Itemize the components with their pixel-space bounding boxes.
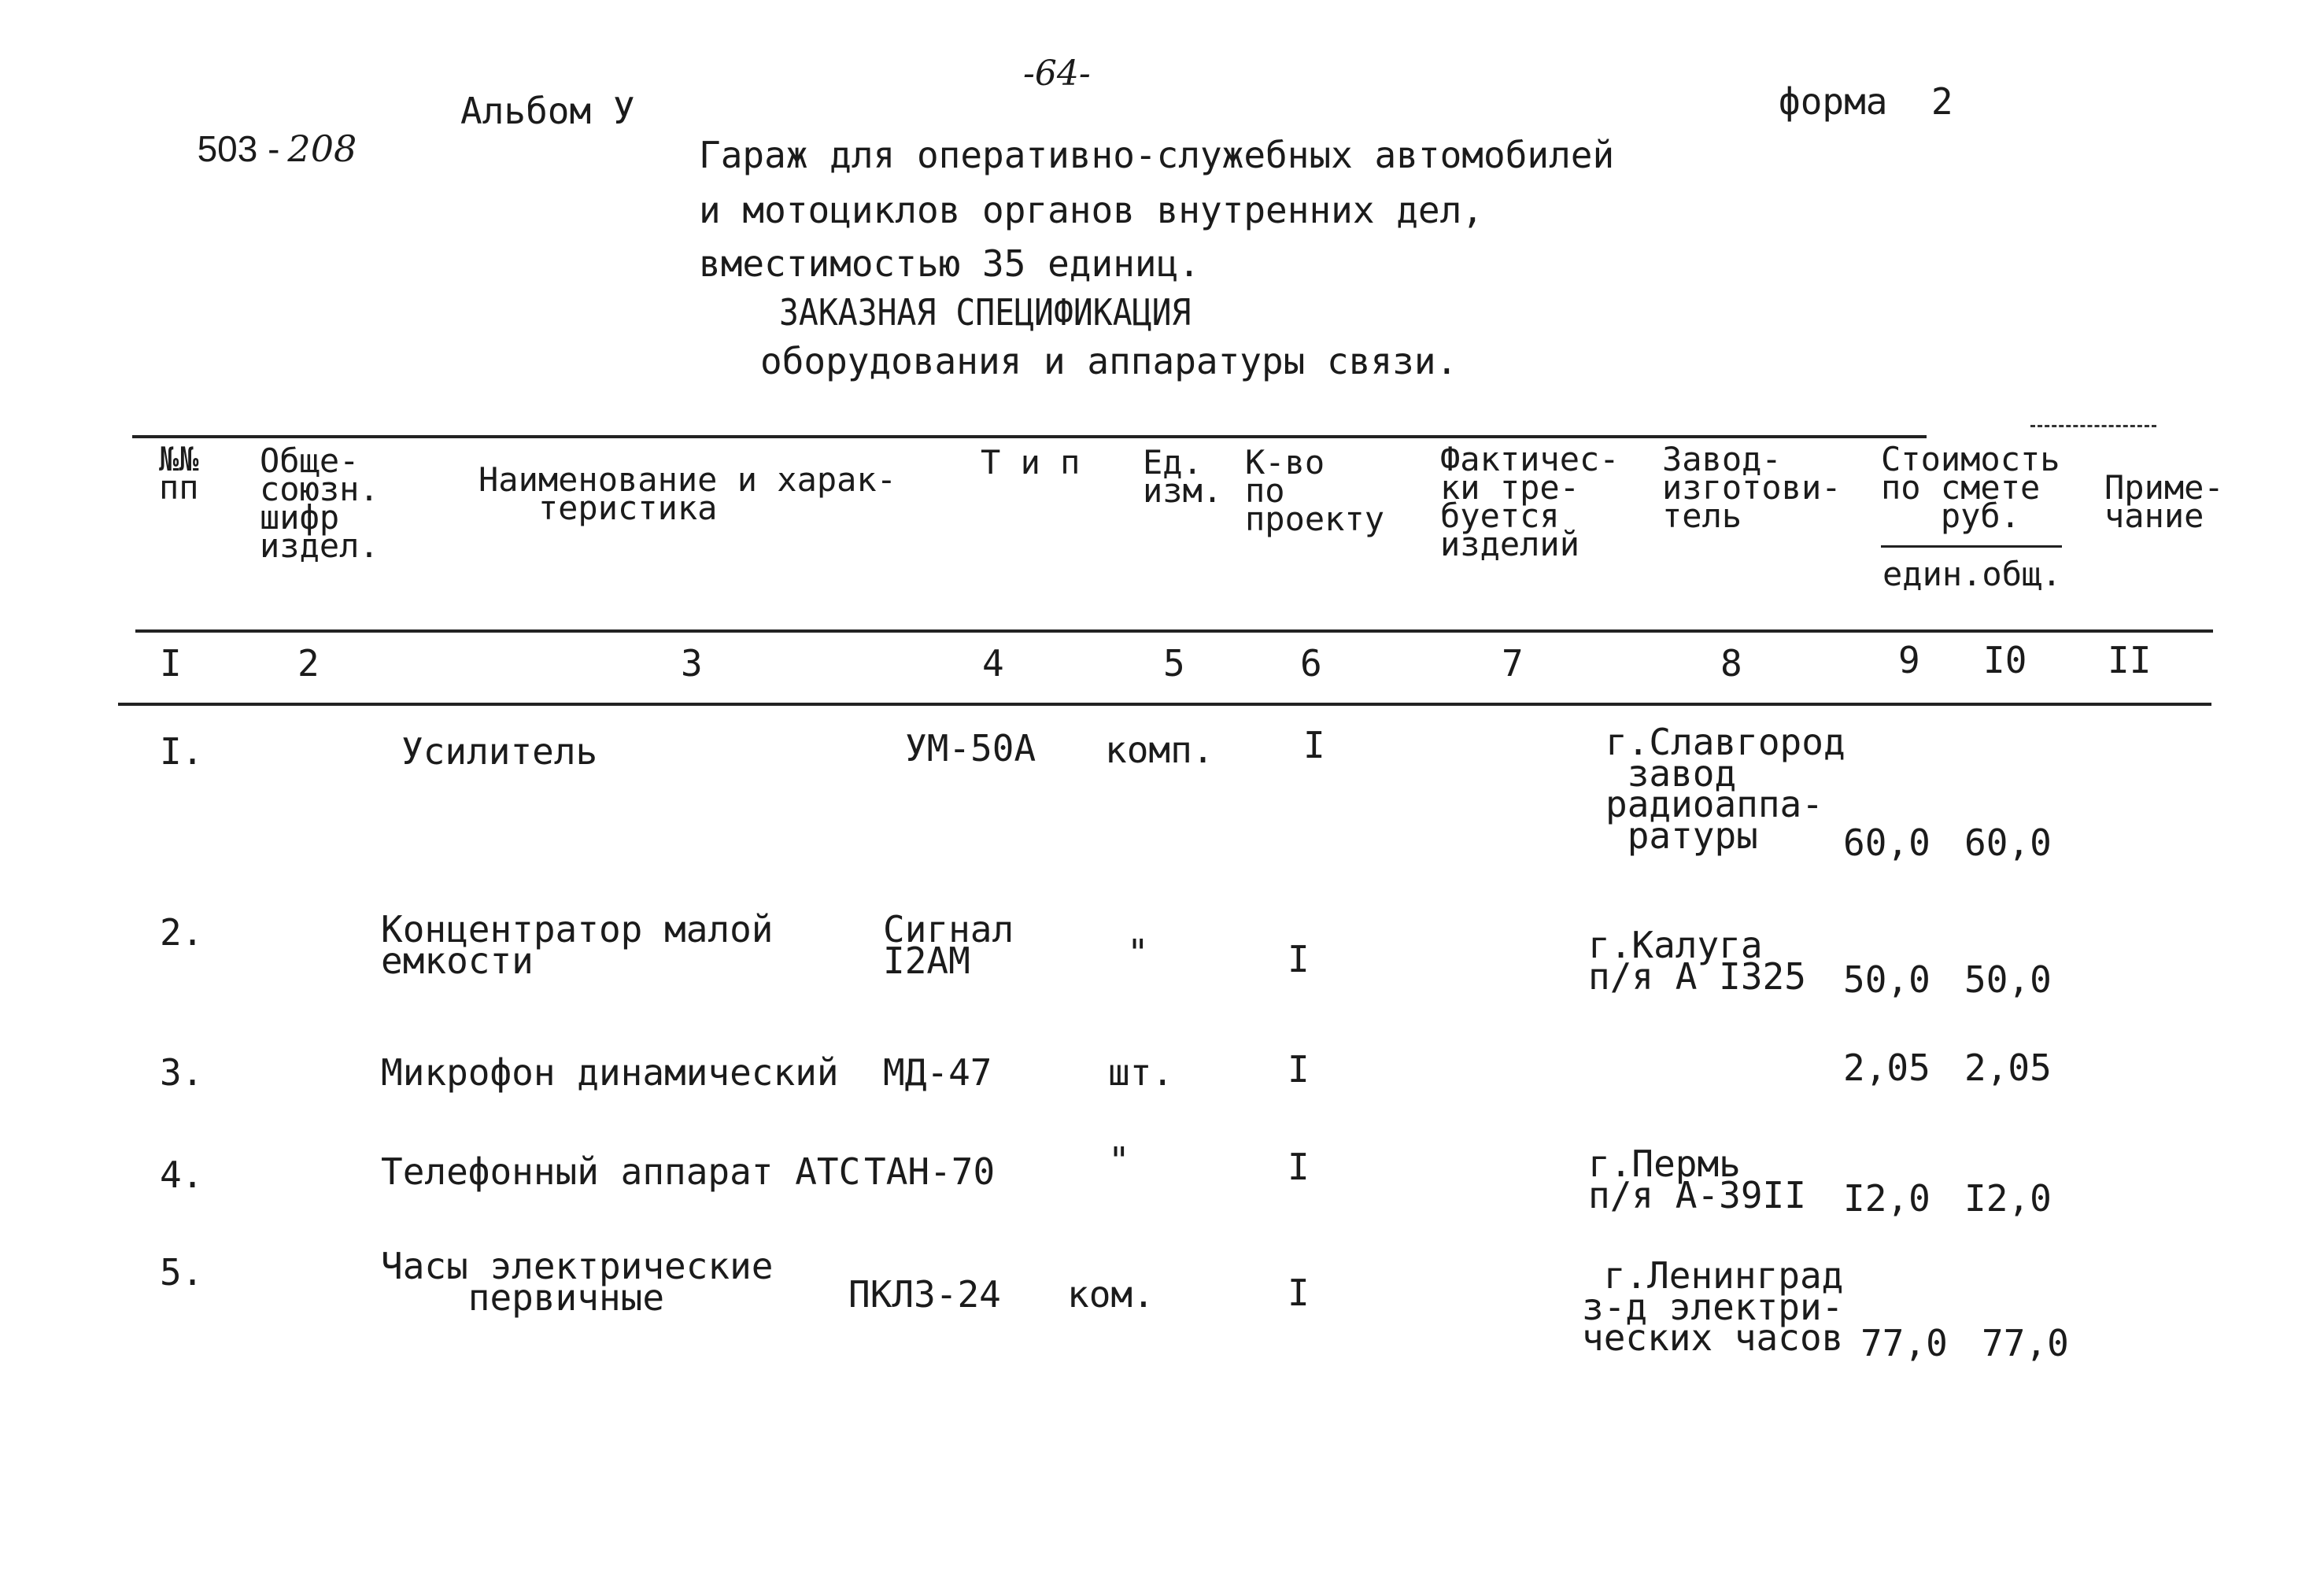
row-total-cost: 77,0 [1982,1322,2069,1364]
row-total-cost: 2,05 [1964,1047,2052,1089]
row-manufacturer: г.Калуга п/я А I325 [1588,924,1806,998]
row-qty: I [1288,1272,1310,1314]
title-line-3: вместимостью 35 единиц. [699,242,1200,285]
row-name: Часы электрические первичные [381,1245,774,1319]
column-number-11: II [2108,639,2152,681]
cost-subheader-rule [1881,545,2062,548]
row-name: Усилитель [401,730,598,773]
row-number: 2. [160,911,204,954]
table-top-rule-tail [2030,425,2156,427]
row-name: Концентратор малой емкости [381,908,774,982]
row-number: 5. [160,1251,204,1294]
header-col-cost: Стоимость по смете руб. [1881,440,2060,536]
row-type: МД-47 [883,1051,992,1094]
row-unit: " [1108,1139,1130,1182]
column-number-4: 4 [982,642,1004,685]
header-col-type: Т и п [981,443,1081,482]
header-col-cost-sub: един.общ. [1882,555,2062,593]
row-unit: " [1127,932,1149,974]
header-col-manufacturer: Завод- изготови- тель [1662,440,1842,536]
row-type: УМ-50А [905,727,1036,770]
row-unit-cost: 77,0 [1860,1322,1948,1364]
row-unit-cost: 60,0 [1843,821,1931,864]
header-col-unit: Ед. изм. [1143,443,1223,511]
row-qty: I [1288,1146,1310,1188]
row-number: 4. [160,1154,204,1196]
column-number-9: 9 [1898,639,1920,681]
table-top-rule [132,435,1927,438]
header-col-qty-actual: Фактичес- ки тре- буется изделий [1440,440,1620,564]
row-name: Микрофон динамический [381,1051,839,1094]
row-unit: шт. [1108,1051,1174,1094]
album-label: Альбом У [460,90,635,132]
row-unit-cost: I2,0 [1843,1177,1931,1220]
row-name: Телефонный аппарат АТС [381,1150,861,1193]
column-number-7: 7 [1502,642,1524,685]
column-number-10: I0 [1983,639,2027,681]
row-unit-cost: 50,0 [1843,958,1931,1001]
title-line-2: и мотоциклов органов внутренних дел, [699,189,1483,231]
row-unit: ком. [1067,1273,1155,1316]
row-qty: I [1288,938,1310,980]
header-col-note: Приме- чание [2104,468,2224,536]
header-bottom-rule [135,629,2213,633]
column-number-5: 5 [1163,642,1185,685]
row-type: ПКЛЗ-24 [848,1273,1001,1316]
row-qty: I [1288,1048,1310,1091]
title-line-1: Гараж для оперативно-служебных автомобилей [699,134,1615,176]
column-number-6: 6 [1300,642,1322,685]
row-total-cost: I2,0 [1964,1177,2052,1220]
column-number-3: 3 [681,642,703,685]
document-code [177,94,357,170]
row-number: 3. [160,1051,204,1094]
column-numbers-bottom-rule [118,703,2211,706]
row-manufacturer: г.Ленинград з-д электри- ческих часов [1582,1254,1844,1360]
header-col-code: Обще- союзн. шифр издел. [260,441,379,566]
title-line-5: оборудования и аппаратуры связи. [760,340,1458,382]
form-label: форма 2 [1779,80,1953,123]
row-manufacturer: г.Славгород завод радиоаппа- ратуры [1605,721,1846,857]
row-total-cost: 60,0 [1964,821,2052,864]
row-manufacturer: г.Пермь п/я А-39II [1588,1143,1806,1216]
row-unit: комп. [1105,729,1214,771]
row-type: ТАН-70 [864,1150,996,1193]
row-qty: I [1303,724,1325,766]
document-code-handwritten: 208 [287,127,357,170]
page-number: -64- [1023,54,1091,94]
row-unit-cost: 2,05 [1843,1047,1931,1089]
header-col-name: Наименование и харак- теристика [478,460,897,528]
title-line-4: ЗАКАЗНАЯ СПЕЦИФИКАЦИЯ [779,291,1192,334]
column-number-1: I [160,642,182,685]
row-type: Сигнал I2АМ [883,908,1014,982]
document-code-prefix: 503 - [197,128,280,169]
row-number: I. [160,730,204,773]
header-col-number: №№ пп [159,440,199,508]
column-number-8: 8 [1720,642,1742,685]
header-col-qty-project: К-во по проекту [1245,443,1385,539]
row-total-cost: 50,0 [1964,958,2052,1001]
column-number-2: 2 [297,642,320,685]
